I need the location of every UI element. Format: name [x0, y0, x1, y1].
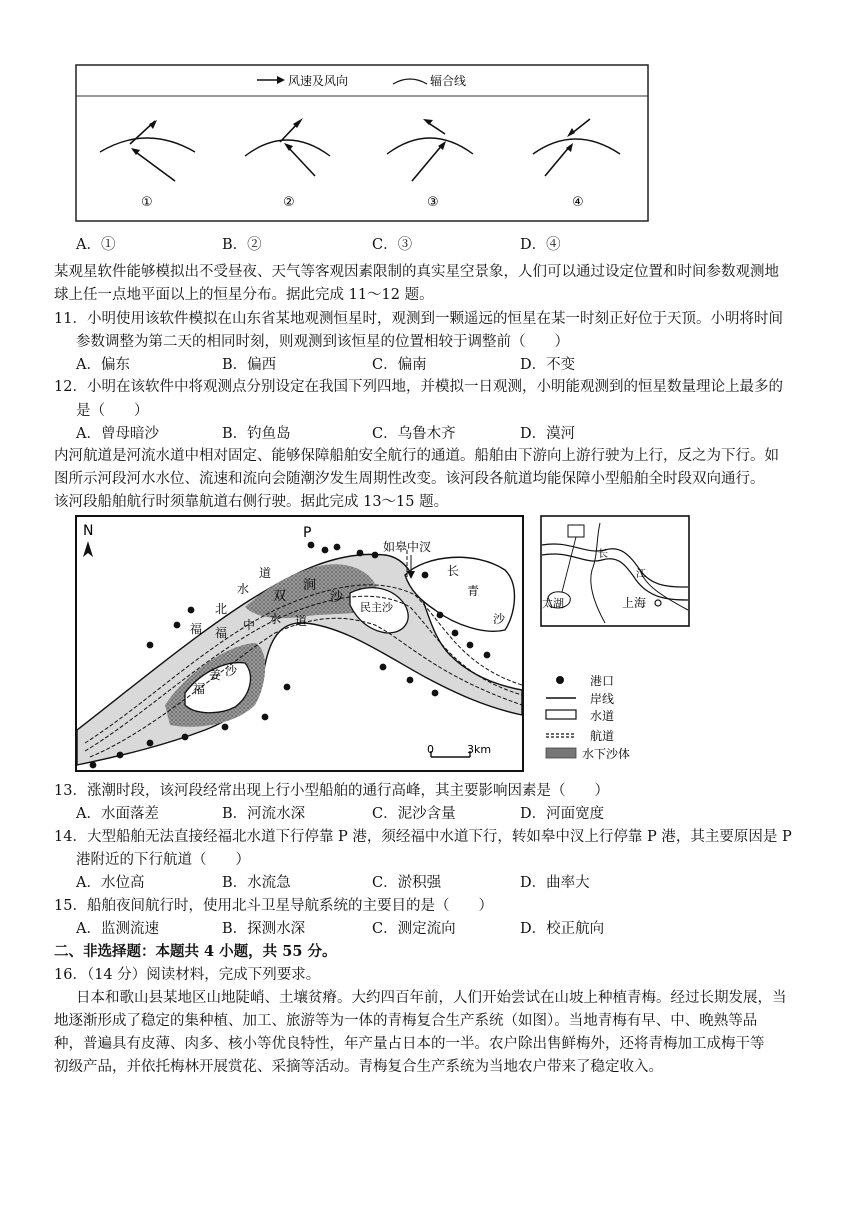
- legend-wind: 风速及风向: [288, 74, 349, 88]
- fuzhong-3: 水: [269, 612, 282, 626]
- minzhusha-label: 民主沙: [360, 601, 393, 614]
- shuanghesha-3: 沙: [330, 590, 344, 605]
- intro-11-12-line-1: 某观星软件能够模拟出不受昼夜、天气等客观因素限制的真实星空景象，人们可以通过设定位置和时间参数观测地: [54, 264, 779, 280]
- q12-stem-2: 是（ ）: [76, 403, 149, 419]
- inset-jiang-2: 江: [636, 569, 646, 580]
- q14-option-a: A．水位高: [76, 875, 145, 891]
- q14-option-d: D．曲率大: [520, 875, 590, 891]
- inset-map: [540, 515, 690, 627]
- map-legend: [540, 670, 670, 770]
- river-map: [75, 515, 524, 772]
- panel-4: [533, 119, 620, 210]
- fubei-1: 福: [190, 622, 203, 636]
- q10-option-b: B．②: [222, 237, 262, 253]
- legend-convergence: 辐合线: [430, 74, 467, 88]
- intro-13-15-line-3: 该河段船舶航行时须靠航道右侧行驶。据此完成 13～15 题。: [54, 494, 449, 510]
- legend-channel: 航道: [590, 729, 615, 743]
- q11-option-a: A．偏东: [76, 357, 130, 373]
- q12-stem-1: 12．小明在该软件中将观测点分别设定在我国下列四地，并模拟一日观测，小明能观测到的恒星数量理论上最多的: [54, 379, 783, 395]
- fujiangsha-3: 沙: [225, 664, 238, 678]
- panel-2: [245, 118, 330, 210]
- q14-option-c: C．淤积强: [372, 875, 442, 891]
- legend-sandbar: 水下沙体: [582, 747, 631, 761]
- q12-option-a: A．曾母暗沙: [76, 426, 159, 442]
- panel-label-3: ③: [427, 195, 439, 210]
- q12-option-d: D．漠河: [520, 426, 576, 442]
- changqingsha-2: 青: [467, 584, 480, 598]
- q11-option-c: C．偏南: [372, 357, 427, 373]
- legend-shoreline: 岸线: [590, 692, 615, 706]
- q13-option-d: D．河面宽度: [520, 806, 605, 822]
- panel-3: [387, 119, 473, 210]
- north-label: N: [83, 523, 94, 539]
- fuzhong-2: 中: [243, 618, 256, 632]
- rugao-label: 如皋中汊: [383, 540, 432, 554]
- q13-stem-1: 13．涨潮时段，该河段经常出现上行小型船舶的通行高峰，其主要影响因素是（ ）: [54, 783, 609, 799]
- q13-option-a: A．水面落差: [76, 806, 159, 822]
- fuzhong-1: 福: [215, 626, 228, 640]
- fujiangsha-2: 姜: [209, 668, 222, 682]
- intro-11-12-line-2: 球上任一点地平面以上的恒星分布。据此完成 11～12 题。: [54, 287, 434, 303]
- changqingsha-3: 沙: [493, 612, 506, 626]
- q15-option-c: C．测定流向: [372, 921, 456, 937]
- q11-option-b: B．偏西: [222, 357, 277, 373]
- fubei-3: 水: [237, 582, 250, 596]
- p-label: P: [303, 525, 312, 541]
- intro-13-15-line-2: 图所示河段河水水位、流速和流向会随潮汐发生周期性改变。该河段各航道均能保障小型船舶全时段双向通行。: [54, 471, 765, 487]
- q16-body-1: 日本和歌山县某地区山地陡峭、土壤贫瘠。大约四百年前，人们开始尝试在山坡上种植青梅。经过长期发展，当: [76, 990, 787, 1006]
- fujiangsha-1: 福: [193, 682, 206, 696]
- q12-option-b: B．钓鱼岛: [222, 426, 291, 442]
- q11-option-d: D．不变: [520, 357, 576, 373]
- panel-1: [100, 120, 195, 210]
- scale-3km: 3km: [467, 743, 492, 756]
- intro-13-15-line-1: 内河航道是河流水道中相对固定、能够保障船舶安全航行的通道。船舶由下游向上游行驶为上行，反之为下行。如: [54, 448, 779, 464]
- fubei-4: 道: [259, 566, 272, 580]
- legend-port: 港口: [590, 674, 615, 688]
- q11-stem-1: 11．小明使用该软件模拟在山东省某地观测恒星时，观测到一颗遥远的恒星在某一时刻正好位于天顶。小明将时间: [54, 311, 783, 327]
- legend-waterway: 水道: [590, 709, 615, 723]
- inset-shanghai: 上海: [622, 596, 647, 610]
- convergence-figure: [75, 64, 649, 222]
- q16-body-3: 种，普遍具有皮薄、肉多、核小等优良特性，年产量占日本的一半。农户除出售鲜梅外，还将青梅加工成梅干等: [54, 1036, 765, 1052]
- fubei-2: 北: [215, 602, 228, 616]
- q14-stem-2: 港附近的下行航道（ ）: [76, 852, 250, 868]
- scale-0: 0: [427, 743, 434, 756]
- q16-body-4: 初级产品，并依托梅林开展赏花、采摘等活动。青梅复合生产系统为当地农户带来了稳定收入。: [54, 1059, 663, 1075]
- inset-taihu: 太湖: [542, 597, 564, 610]
- q13-option-c: C．泥沙含量: [372, 806, 456, 822]
- inset-jiang-1: 长: [598, 549, 608, 560]
- q15-stem-1: 15．船舶夜间航行时，使用北斗卫星导航系统的主要目的是（ ）: [54, 898, 493, 914]
- fuzhong-4: 道: [295, 614, 308, 628]
- panel-label-2: ②: [283, 195, 295, 210]
- q15-option-a: A．监测流速: [76, 921, 159, 937]
- q11-stem-2: 参数调整为第二天的相同时刻，则观测到该恒星的位置相较于调整前（ ）: [76, 334, 569, 350]
- q16-head: 16．（14 分）阅读材料，完成下列要求。: [54, 967, 321, 983]
- q14-stem-1: 14．大型船舶无法直接经福北水道下行停靠 P 港，须经福中水道下行，转如皋中汊上行停靠 P 港，其主要原因是 P: [54, 829, 792, 845]
- q15-option-d: D．校正航向: [520, 921, 605, 937]
- shuanghesha-2: 涧: [303, 578, 317, 593]
- q10-option-d: D．④: [520, 237, 561, 253]
- changqingsha-1: 长: [447, 564, 460, 578]
- shuanghesha-1: 双: [273, 589, 287, 604]
- q13-option-b: B．河流水深: [222, 806, 306, 822]
- q12-option-c: C．乌鲁木齐: [372, 426, 456, 442]
- q10-option-a: A．①: [76, 237, 116, 253]
- q14-option-b: B．水流急: [222, 875, 291, 891]
- panel-label-1: ①: [141, 195, 153, 210]
- q15-option-b: B．探测水深: [222, 921, 306, 937]
- panel-label-4: ④: [572, 195, 584, 210]
- q10-option-c: C．③: [372, 237, 413, 253]
- q16-body-2: 地逐渐形成了稳定的集种植、加工、旅游等为一体的青梅复合生产系统（如图）。当地青梅有早、中、晚熟等品: [54, 1013, 758, 1029]
- section-2-heading: 二、非选择题：本题共 4 小题，共 55 分。: [54, 943, 337, 960]
